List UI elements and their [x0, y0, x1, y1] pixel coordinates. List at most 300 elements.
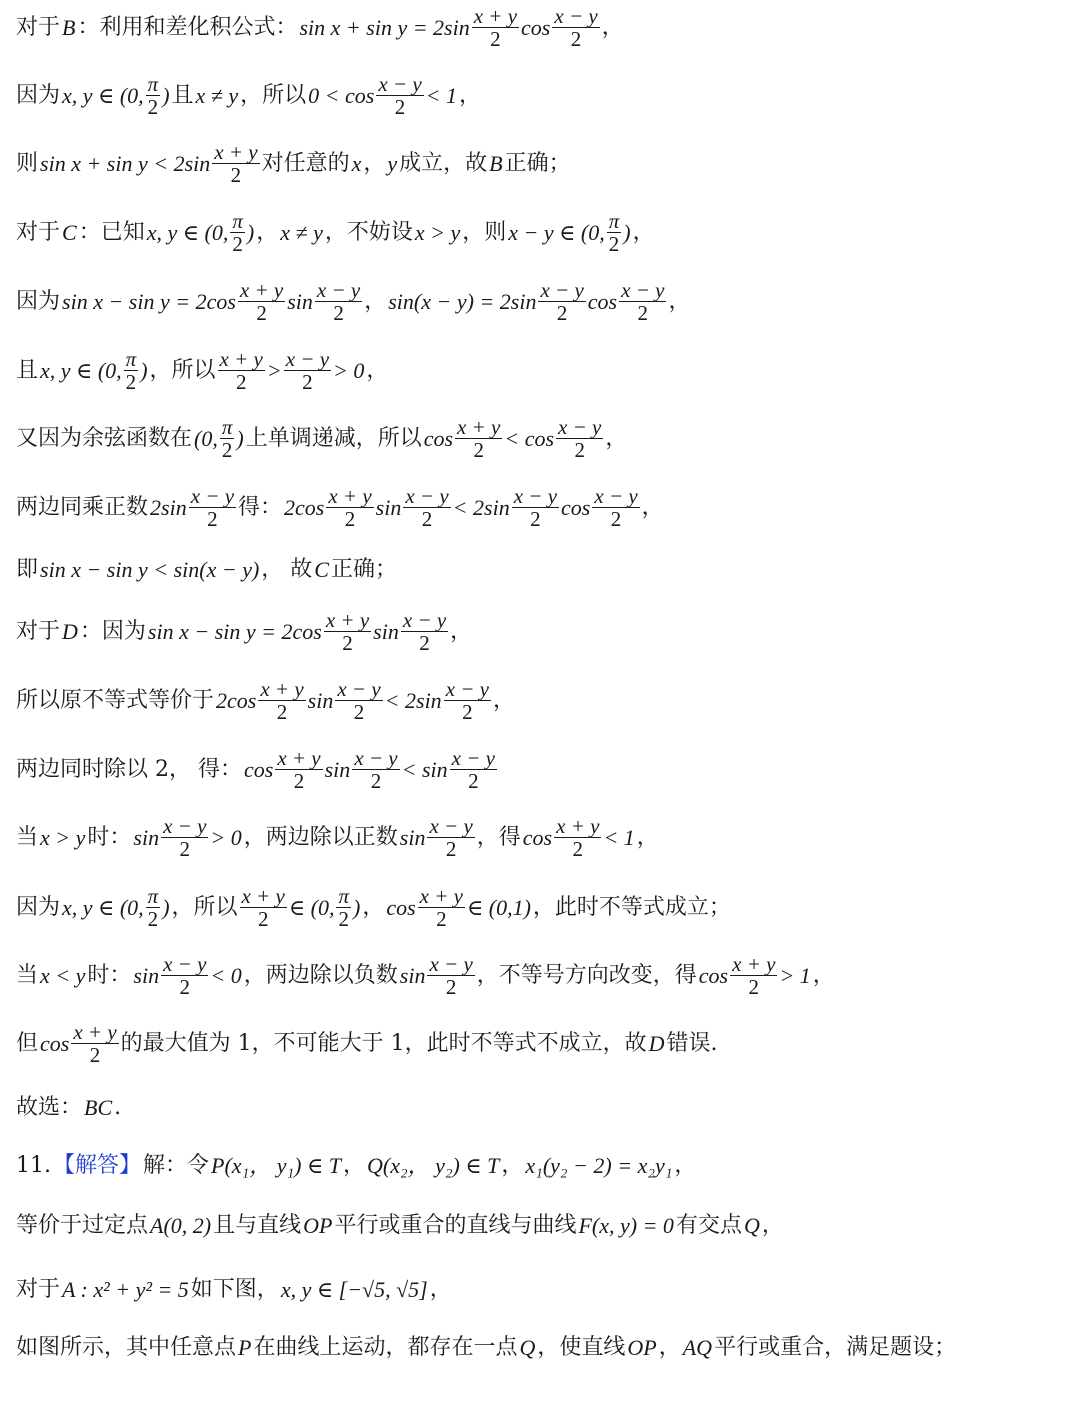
math-expression: cos [561, 495, 591, 520]
text-line [16, 1080, 1068, 1136]
fraction-denominator: 2 [419, 630, 430, 655]
math-expression: x, y ∈ (0, [40, 358, 122, 383]
text-run: ， [459, 83, 482, 108]
math-expression: 2sin [150, 495, 187, 520]
math-expression: sin [133, 963, 160, 988]
text-run: . [114, 1095, 122, 1120]
answer-tag: 【解答】 [53, 1153, 142, 1178]
math-expression: Q [519, 1335, 536, 1360]
text-run: 对于 [16, 1277, 61, 1302]
fraction-denominator: 2 [276, 699, 288, 724]
text-line [16, 880, 1068, 936]
fraction-denominator: 2 [147, 906, 159, 931]
fraction [189, 485, 236, 531]
fraction-numerator: x + y [277, 745, 321, 770]
fraction [336, 885, 351, 931]
text-run: ，不妨设 [324, 220, 413, 245]
text-run: ， [450, 619, 473, 644]
math-expression: < 0 [210, 963, 242, 988]
fraction-denominator: 2 [256, 300, 267, 325]
math-expression: sin [375, 495, 402, 520]
math-expression: x ≠ y [195, 83, 239, 108]
text-run: ， [362, 895, 385, 920]
fraction [275, 747, 322, 793]
text-run: ，则 [462, 220, 507, 245]
text-line [16, 673, 1068, 729]
text-line [16, 1320, 1068, 1376]
fraction-numerator: x + y [732, 951, 776, 976]
fraction-numerator: x − y [451, 745, 495, 770]
fraction-denominator: 2 [445, 974, 457, 999]
fraction [538, 279, 585, 325]
math-expression: x > y [414, 220, 461, 245]
math-expression: ) [623, 220, 631, 245]
fraction-denominator: 2 [748, 974, 760, 999]
text-run: 当 [16, 963, 39, 988]
text-run: ，所以 [171, 895, 238, 920]
text-run: 故选： [16, 1095, 83, 1120]
fraction-denominator: 2 [608, 231, 620, 256]
fraction-numerator: x − y [405, 483, 449, 508]
fraction-numerator: x + y [73, 1019, 117, 1044]
math-expression: > [266, 358, 282, 383]
text-run: ，使直线 [537, 1335, 626, 1360]
fraction-denominator: 2 [147, 94, 159, 119]
fraction-numerator: x + y [419, 883, 463, 908]
fraction [619, 279, 666, 325]
text-run: ， [342, 1153, 365, 1178]
math-expression: x₁(y₂ − 2) = x₂y₁ [525, 1153, 673, 1178]
fraction [401, 609, 448, 655]
math-expression: cos [522, 825, 553, 850]
fraction [230, 210, 245, 256]
text-run: ，两边除以正数 [243, 825, 398, 850]
fraction [403, 485, 450, 531]
fraction [315, 279, 362, 325]
fraction [258, 678, 305, 724]
text-run: ，所以 [240, 83, 307, 108]
math-expression: cos [423, 426, 454, 451]
math-expression: 2cos [216, 688, 257, 713]
fraction [326, 485, 373, 531]
fraction-numerator: x + y [241, 883, 285, 908]
text-run: ， [674, 1153, 697, 1178]
fraction-numerator: π [147, 71, 159, 96]
fraction-numerator: π [147, 883, 159, 908]
math-expression: OP [303, 1213, 333, 1238]
fraction-denominator: 2 [556, 300, 568, 325]
text-run: ， [501, 1153, 524, 1178]
fraction-denominator: 2 [89, 1042, 101, 1067]
math-expression: > 0 [333, 358, 365, 383]
math-expression: C [62, 220, 77, 245]
text-line [16, 542, 1068, 598]
text-line [16, 742, 1068, 798]
text-line [16, 1262, 1068, 1318]
fraction-denominator: 2 [342, 630, 353, 655]
text-run: 则 [16, 151, 39, 176]
fraction [376, 73, 423, 119]
fraction-denominator: 2 [570, 26, 582, 51]
text-run: 正确； [330, 557, 397, 582]
text-run: 且 [16, 358, 39, 383]
text-run: ， 故 [261, 557, 313, 582]
math-expression: x, y ∈ (0, [146, 220, 229, 245]
math-expression: cos [698, 963, 729, 988]
text-run: ，不等号方向改变，得 [476, 963, 697, 988]
text-run: 对于 [16, 619, 61, 644]
text-line [16, 68, 1068, 124]
text-line [16, 604, 1068, 660]
math-expression: sin x + sin y < 2sin [40, 151, 211, 176]
text-run: 因为 [16, 289, 61, 314]
fraction [218, 348, 265, 394]
math-expression: ∈ (0, [288, 895, 335, 920]
fraction [238, 279, 285, 325]
text-run: 两边同时除以 2， 得： [16, 757, 242, 782]
text-run: ，所以 [149, 358, 216, 383]
text-run: 又因为余弦函数在 [16, 426, 193, 451]
text-run: ， [668, 289, 691, 314]
math-expression: ) [140, 358, 148, 383]
fraction [146, 885, 161, 931]
fraction-numerator: x + y [219, 346, 263, 371]
math-expression: BC [84, 1095, 113, 1120]
fraction-numerator: π [221, 414, 233, 439]
text-run: ， [761, 1213, 784, 1238]
fraction-numerator: x − y [285, 346, 330, 371]
text-run: ，得 [476, 825, 521, 850]
text-run: 错误. [666, 1031, 718, 1056]
fraction-denominator: 2 [232, 231, 243, 256]
math-expression: cos [587, 289, 618, 314]
text-run: ， [636, 825, 659, 850]
math-expression: ) [162, 83, 170, 108]
math-expression: sin [307, 688, 334, 713]
fraction-numerator: x − y [621, 277, 665, 302]
text-run: ， [641, 495, 664, 520]
fraction-denominator: 2 [179, 836, 190, 861]
fraction-numerator: x − y [558, 414, 602, 439]
text-run: 平行或重合，满足题设； [714, 1335, 957, 1360]
fraction-numerator: x + y [239, 277, 284, 302]
fraction [335, 678, 382, 724]
math-expression: sin(x − y) = 2sin [388, 289, 537, 314]
math-expression: x [351, 151, 362, 176]
fraction-denominator: 2 [235, 369, 247, 394]
math-expression: sin [399, 825, 426, 850]
math-expression: cos [386, 895, 416, 920]
math-expression: x, y ∈ (0, [62, 83, 144, 108]
text-run: ， [256, 220, 279, 245]
text-run: 上单调递减，所以 [245, 426, 422, 451]
fraction-numerator: x − y [402, 607, 447, 632]
fraction [556, 416, 603, 462]
fraction-numerator: x − y [354, 745, 398, 770]
math-expression: C [314, 557, 329, 582]
fraction [418, 885, 465, 931]
fraction-numerator: x − y [429, 813, 473, 838]
fraction-denominator: 2 [230, 162, 242, 187]
math-expression: B [62, 15, 76, 40]
math-expression: x − y ∈ (0, [508, 220, 605, 245]
text-run: 当 [16, 825, 39, 850]
math-expression: Q(x₂， y₂) ∈ T [367, 1153, 500, 1178]
fraction-denominator: 2 [353, 699, 365, 724]
fraction [71, 1021, 118, 1067]
fraction [161, 953, 208, 999]
fraction-denominator: 2 [257, 906, 269, 931]
text-run: 有交点 [675, 1213, 742, 1238]
math-expression: sin x + sin y = 2sin [299, 15, 470, 40]
text-line [16, 274, 1068, 330]
math-expression: B [489, 151, 503, 176]
fraction-numerator: π [232, 208, 243, 233]
math-expression: < 1 [603, 825, 635, 850]
text-run: 如下图， [190, 1277, 279, 1302]
text-run: 等价于过定点 [16, 1213, 149, 1238]
math-expression: D [62, 619, 78, 644]
fraction [554, 815, 601, 861]
math-expression: x < y [40, 963, 86, 988]
text-run: 但 [16, 1031, 39, 1056]
math-expression: A : x² + y² = 5 [62, 1277, 189, 1302]
text-run: 所以原不等式等价于 [16, 688, 215, 713]
fraction [592, 485, 639, 531]
text-line [16, 136, 1068, 192]
fraction [352, 747, 399, 793]
text-run: 11. [16, 1153, 51, 1178]
fraction-denominator: 2 [344, 506, 356, 531]
fraction-numerator: x − y [337, 676, 381, 701]
text-run: 因为 [16, 83, 61, 108]
fraction-denominator: 2 [333, 300, 344, 325]
fraction-denominator: 2 [293, 768, 305, 793]
math-expression: Q [743, 1213, 760, 1238]
text-line [16, 205, 1068, 261]
text-line [16, 1138, 1068, 1194]
fraction-numerator: x + y [473, 3, 518, 28]
fraction-numerator: π [125, 346, 137, 371]
text-run: 如图所示，其中任意点 [16, 1335, 237, 1360]
math-expression: P(x₁， y₁) ∈ T [211, 1153, 341, 1178]
math-expression: AQ [682, 1335, 713, 1360]
text-run: ， [605, 426, 628, 451]
fraction-numerator: x + y [260, 676, 304, 701]
text-run: ，此时不等式成立； [532, 895, 731, 920]
fraction-denominator: 2 [572, 836, 584, 861]
math-expression: < 2sin [452, 495, 510, 520]
fraction [212, 141, 259, 187]
text-run: ， [364, 289, 387, 314]
fraction [444, 678, 491, 724]
text-run: ，两边除以负数 [243, 963, 398, 988]
fraction [607, 210, 622, 256]
math-expression: x, y ∈ [−√5, √5] [280, 1277, 428, 1302]
math-expression: y [387, 151, 398, 176]
text-line [16, 0, 1068, 56]
text-run: 时： [87, 963, 132, 988]
text-line [16, 948, 1068, 1004]
math-expression: (0, [194, 426, 218, 451]
fraction-denominator: 2 [610, 506, 622, 531]
text-run: 成立，故 [399, 151, 488, 176]
math-expression: 2cos [284, 495, 325, 520]
math-expression: sin [133, 825, 160, 850]
text-run: 对任意的 [261, 151, 350, 176]
text-run: 平行或重合的直线与曲线 [334, 1213, 577, 1238]
math-expression: D [648, 1031, 665, 1056]
fraction-numerator: x − y [445, 676, 489, 701]
math-expression: x > y [40, 825, 86, 850]
math-expression: sin [287, 289, 313, 314]
fraction-denominator: 2 [473, 437, 484, 462]
fraction [240, 885, 287, 931]
math-expression: < 2sin [384, 688, 442, 713]
fraction-denominator: 2 [530, 506, 541, 531]
fraction [552, 5, 599, 51]
fraction [427, 815, 474, 861]
fraction [146, 73, 161, 119]
math-expression: P [238, 1335, 252, 1360]
text-run: ：因为 [79, 619, 146, 644]
text-line [16, 480, 1068, 536]
fraction [472, 5, 519, 51]
text-run: ， [493, 688, 516, 713]
math-expression: OP [627, 1335, 657, 1360]
text-run: 时： [87, 825, 132, 850]
fraction-numerator: x − y [594, 483, 638, 508]
text-run: ， [632, 220, 655, 245]
text-run: 对于 [16, 15, 61, 40]
text-run: 的最大值为 1，不可能大于 1，此时不等式不成立，故 [120, 1031, 647, 1056]
fraction-denominator: 2 [302, 369, 313, 394]
fraction-numerator: x + y [457, 414, 501, 439]
fraction [455, 416, 502, 462]
text-run: ， [429, 1277, 452, 1302]
fraction-numerator: x − y [163, 813, 207, 838]
fraction-numerator: x − y [554, 3, 598, 28]
text-run: 正确； [504, 151, 571, 176]
math-expression: > 0 [210, 825, 242, 850]
math-expression: x ≠ y [280, 220, 323, 245]
text-line [16, 1198, 1068, 1254]
text-run: 得： [238, 495, 283, 520]
math-expression: ) [246, 220, 255, 245]
math-expression: 0 < cos [308, 83, 375, 108]
math-expression: sin [399, 963, 426, 988]
fraction-denominator: 2 [490, 26, 501, 51]
math-expression: ∈ (0,1) [466, 895, 531, 920]
math-expression: F(x, y) = 0 [578, 1213, 674, 1238]
text-run: 解：令 [143, 1153, 210, 1178]
math-expression: sin x − sin y = 2cos [62, 289, 236, 314]
fraction-numerator: x + y [325, 607, 370, 632]
text-run: 即 [16, 557, 39, 582]
fraction [220, 416, 235, 462]
fraction-denominator: 2 [179, 974, 190, 999]
fraction [161, 815, 208, 861]
fraction [284, 348, 331, 394]
text-run: ：利用和差化积公式： [77, 15, 298, 40]
text-line [16, 1016, 1068, 1072]
fraction-denominator: 2 [462, 699, 473, 724]
text-run: 在曲线上运动，都存在一点 [253, 1335, 518, 1360]
fraction-denominator: 2 [637, 300, 649, 325]
fraction-denominator: 2 [207, 506, 218, 531]
fraction-numerator: x − y [429, 951, 473, 976]
fraction-numerator: π [338, 883, 349, 908]
math-expression: sin x − sin y < sin(x − y) [40, 557, 260, 582]
math-expression: < sin [401, 757, 448, 782]
fraction-numerator: x − y [378, 71, 422, 96]
text-run: 对于 [16, 220, 61, 245]
fraction-denominator: 2 [125, 369, 137, 394]
math-expression: < cos [504, 426, 555, 451]
text-run: ， [363, 151, 386, 176]
fraction-denominator: 2 [221, 437, 233, 462]
fraction-numerator: x − y [190, 483, 235, 508]
text-run: ， [658, 1335, 681, 1360]
fraction [124, 348, 139, 394]
fraction-denominator: 2 [436, 906, 447, 931]
fraction [512, 485, 559, 531]
fraction-numerator: x − y [540, 277, 584, 302]
fraction-numerator: x + y [214, 139, 258, 164]
math-expression: sin [324, 757, 351, 782]
text-run: 因为 [16, 895, 61, 920]
math-expression: cos [243, 757, 274, 782]
fraction-numerator: x − y [316, 277, 361, 302]
math-expression: ) [162, 895, 170, 920]
text-run: ， [366, 358, 389, 383]
fraction-denominator: 2 [394, 94, 406, 119]
fraction-denominator: 2 [574, 437, 585, 462]
text-run: 两边同乘正数 [16, 495, 149, 520]
text-run: ：已知 [78, 220, 145, 245]
fraction [730, 953, 777, 999]
fraction-denominator: 2 [421, 506, 433, 531]
math-expression: cos [521, 15, 551, 40]
fraction [427, 953, 474, 999]
text-run: ， [601, 15, 624, 40]
fraction-denominator: 2 [370, 768, 382, 793]
fraction-numerator: π [608, 208, 620, 233]
math-expression: A(0, 2) [150, 1213, 212, 1238]
math-expression: sin [373, 619, 399, 644]
math-expression: > 1 [779, 963, 811, 988]
fraction-numerator: x + y [556, 813, 600, 838]
text-run: 且 [171, 83, 194, 108]
math-expression: x, y ∈ (0, [62, 895, 144, 920]
math-expression: < 1 [425, 83, 457, 108]
text-run: 且与直线 [213, 1213, 302, 1238]
fraction-numerator: x − y [513, 483, 558, 508]
fraction [450, 747, 497, 793]
text-run: ， [812, 963, 835, 988]
math-expression: ) [353, 895, 361, 920]
math-expression: sin x − sin y = 2cos [147, 619, 322, 644]
text-line [16, 810, 1068, 866]
fraction [324, 609, 371, 655]
text-line [16, 343, 1068, 399]
text-line [16, 411, 1068, 467]
fraction-numerator: x + y [328, 483, 372, 508]
fraction-denominator: 2 [468, 768, 479, 793]
fraction-denominator: 2 [445, 836, 457, 861]
fraction-denominator: 2 [338, 906, 349, 931]
fraction-numerator: x − y [163, 951, 207, 976]
